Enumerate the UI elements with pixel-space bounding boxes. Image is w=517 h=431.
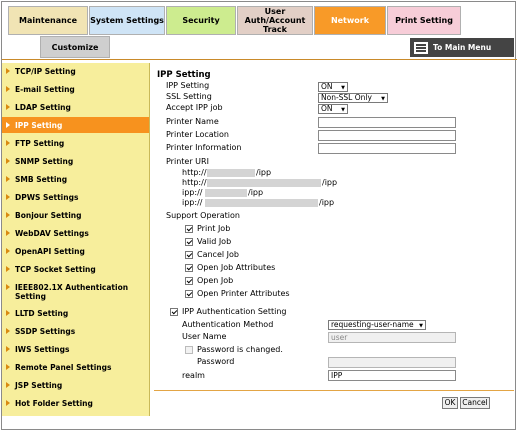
arrow-right-icon [6,266,10,272]
page-title: IPP Setting [157,70,211,80]
user-name-field[interactable] [328,332,456,343]
sidebar-item-hot-folder[interactable]: Hot Folder Setting [2,399,149,408]
printer-information-field[interactable] [318,143,456,154]
printer-uri-line-prefix: http:// [182,168,207,177]
sidebar-item-jsp[interactable]: JSP Setting [2,381,149,390]
open-printer-attributes-label: Open Printer Attributes [197,289,290,298]
arrow-right-icon [6,382,10,388]
print-job-checkbox[interactable] [185,225,193,233]
ssl-setting-select[interactable]: Non-SSL Only ▼ [318,93,388,103]
tab-system-settings[interactable]: System Settings [89,6,165,35]
printer-location-field[interactable] [318,130,456,141]
sidebar-item-openapi[interactable]: OpenAPI Setting [2,247,149,256]
cancel-button[interactable]: Cancel [460,397,490,409]
sidebar-item-iws[interactable]: IWS Settings [2,345,149,354]
authentication-method-select[interactable]: requesting-user-name ▼ [328,320,426,330]
sidebar-item-lltd[interactable]: LLTD Setting [2,309,149,318]
menu-icon [414,42,428,54]
sidebar-item-ldap[interactable]: LDAP Setting [2,103,149,112]
valid-job-label: Valid Job [197,237,232,246]
authentication-method-label: Authentication Method [182,320,274,329]
open-job-attributes-checkbox[interactable] [185,264,193,272]
printer-name-label: Printer Name [166,117,219,126]
tab-print-setting[interactable]: Print Setting [387,6,461,35]
tab-customize[interactable]: Customize [40,36,110,58]
sidebar-item-tcp-ip[interactable]: TCP/IP Setting [2,67,149,76]
sidebar [2,63,150,416]
arrow-right-icon [6,140,10,146]
printer-name-field[interactable] [318,117,456,128]
arrow-right-icon [6,400,10,406]
printer-uri-line-suffix: /ipp [322,178,338,187]
arrow-right-icon [6,284,10,290]
sidebar-item-email[interactable]: E-mail Setting [2,85,149,94]
arrow-right-icon [6,248,10,254]
redacted-address [205,199,318,207]
printer-uri-line-prefix: ipp:// [182,188,203,197]
user-name-label: User Name [182,332,227,341]
sidebar-item-ipp[interactable]: IPP Setting [2,117,149,133]
printer-uri-line-prefix: ipp:// [182,198,203,207]
ipp-setting-label: IPP Setting [166,81,210,90]
arrow-right-icon [6,212,10,218]
form-divider [154,390,514,391]
sidebar-item-ftp[interactable]: FTP Setting [2,139,149,148]
ipp-setting-select[interactable]: ON ▼ [318,82,348,92]
arrow-right-icon [6,346,10,352]
password-field[interactable] [328,357,456,368]
open-job-label: Open Job [197,276,234,285]
password-changed-checkbox[interactable] [185,346,193,354]
sidebar-item-ssdp[interactable]: SSDP Settings [2,327,149,336]
sidebar-item-remote-panel[interactable]: Remote Panel Settings [2,363,149,372]
cancel-job-checkbox[interactable] [185,251,193,259]
cancel-job-label: Cancel Job [197,250,239,259]
accept-ipp-job-label: Accept IPP job [166,103,223,112]
redacted-address [205,189,247,197]
ipp-authentication-checkbox[interactable] [170,308,178,316]
sidebar-item-bonjour[interactable]: Bonjour Setting [2,211,149,220]
ok-button[interactable]: OK [442,397,458,409]
arrow-right-icon [6,158,10,164]
arrow-right-icon [6,68,10,74]
sidebar-item-ieee8021x[interactable]: IEEE802.1X Authentication Setting [2,283,149,301]
arrow-right-icon [6,310,10,316]
arrow-right-icon [6,364,10,370]
redacted-address [207,179,321,187]
realm-label: realm [182,371,205,380]
sidebar-item-tcp-socket[interactable]: TCP Socket Setting [2,265,149,274]
printer-location-label: Printer Location [166,130,229,139]
printer-uri-label: Printer URI [166,157,209,166]
arrow-right-icon [6,328,10,334]
valid-job-checkbox[interactable] [185,238,193,246]
tab-security[interactable]: Security [166,6,236,35]
arrow-right-icon [6,194,10,200]
support-operation-label: Support Operation [166,211,240,220]
to-main-menu-label: To Main Menu [433,43,492,52]
printer-uri-line-suffix: /ipp [319,198,335,207]
open-job-checkbox[interactable] [185,277,193,285]
browser-frame [1,1,516,430]
sidebar-item-snmp[interactable]: SNMP Setting [2,157,149,166]
sidebar-item-dpws[interactable]: DPWS Settings [2,193,149,202]
printer-uri-line-suffix: /ipp [256,168,272,177]
arrow-right-icon [6,86,10,92]
arrow-right-icon [6,104,10,110]
realm-field[interactable] [328,370,456,381]
printer-uri-line-prefix: http:// [182,178,207,187]
printer-information-label: Printer Information [166,143,242,152]
printer-uri-line-suffix: /ipp [248,188,264,197]
tab-maintenance[interactable]: Maintenance [8,6,88,35]
accept-ipp-job-select[interactable]: ON ▼ [318,104,348,114]
tab-network[interactable]: Network [314,6,386,35]
password-label: Password [197,357,235,366]
open-job-attributes-label: Open Job Attributes [197,263,276,272]
print-job-label: Print Job [197,224,231,233]
to-main-menu-button[interactable] [410,38,514,57]
ssl-setting-label: SSL Setting [166,92,212,101]
open-printer-attributes-checkbox[interactable] [185,290,193,298]
tab-user-auth-account-track[interactable]: User Auth/Account Track [237,6,313,35]
arrow-right-icon [6,230,10,236]
arrow-right-icon [6,122,10,128]
header-divider [2,59,517,60]
sidebar-item-webdav[interactable]: WebDAV Settings [2,229,149,238]
password-changed-label: Password is changed. [197,345,283,354]
sidebar-item-smb[interactable]: SMB Setting [2,175,149,184]
main-panel [152,63,516,429]
ipp-authentication-label: IPP Authentication Setting [182,307,287,316]
redacted-address [207,169,255,177]
arrow-right-icon [6,176,10,182]
